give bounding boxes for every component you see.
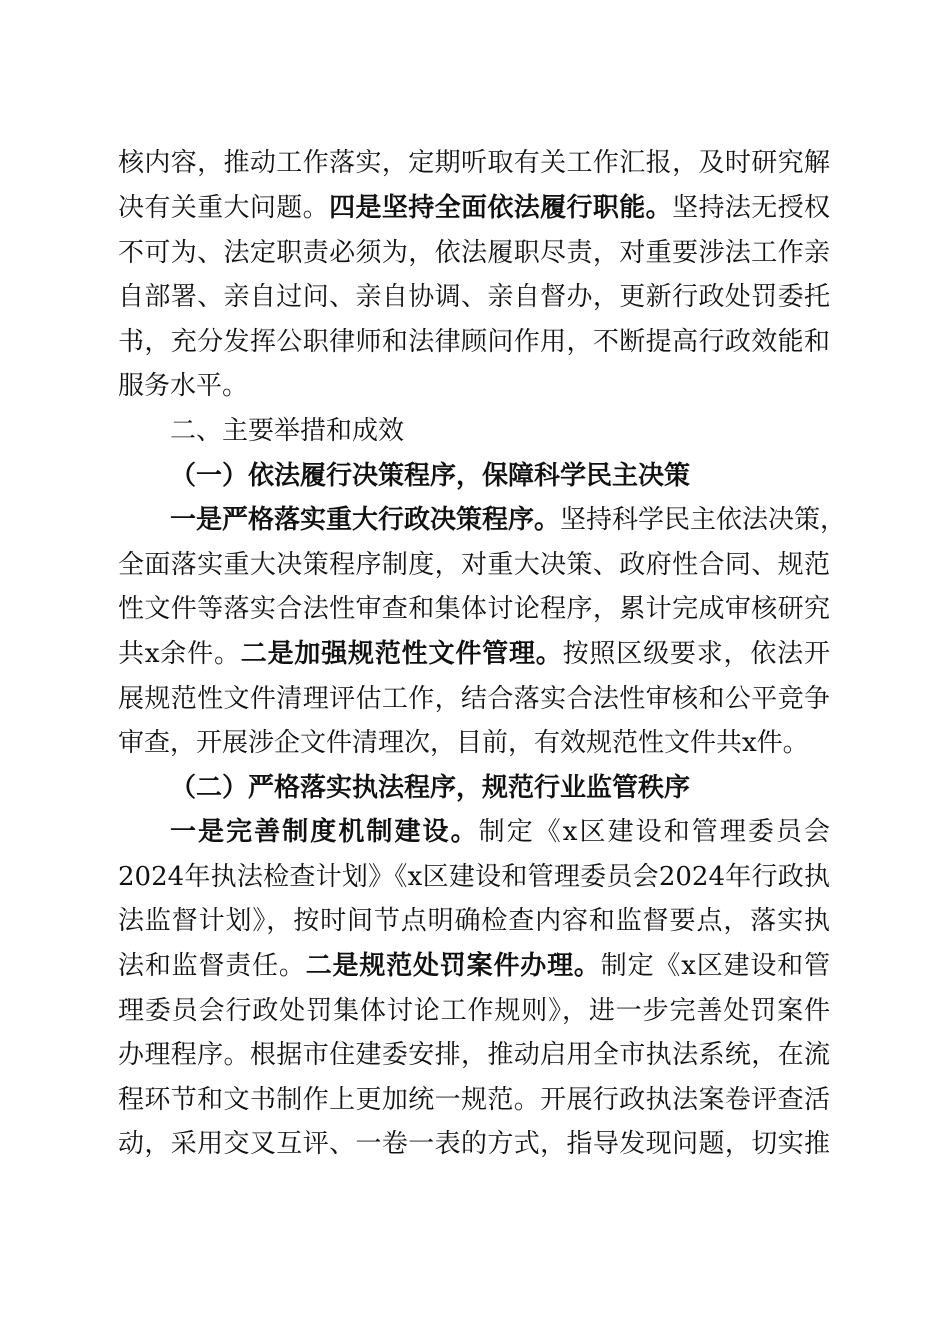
bold-lead-phrase: 二是规范处罚案件办理。	[305, 951, 601, 981]
subsection-heading: （一）依法履行决策程序，保障科学民主决策	[170, 461, 691, 491]
bold-lead-phrase: 四是坚持全面依法履行职能。	[329, 193, 673, 223]
paragraph-line: 2024年执法检查计划》《x区建设和管理委员会2024年行政执	[118, 862, 830, 892]
bold-lead-phrase: 一是严格落实重大行政决策程序。	[170, 505, 561, 535]
paragraph-line: 书，充分发挥公职律师和法律顾问作用，不断提高行政效能和	[118, 327, 830, 357]
paragraph-line: 动，采用交叉互评、一卷一表的方式，指导发现问题，切实推	[118, 1129, 830, 1159]
bold-lead-phrase: 一是完善制度机制建设。	[170, 817, 479, 847]
paragraph-line: 程环节和文书制作上更加统一规范。开展行政执法案卷评查活	[118, 1085, 830, 1115]
paragraph-line: 不可为、法定职责必须为，依法履职尽责，对重要涉法工作亲	[118, 238, 830, 268]
paragraph-line: 审查，开展涉企文件清理次，目前，有效规范性文件共x件。	[118, 728, 809, 758]
paragraph-line: 全面落实重大决策程序制度，对重大决策、政府性合同、规范	[118, 550, 830, 580]
subsection-heading: （二）严格落实执法程序，规范行业监管秩序	[170, 773, 691, 803]
paragraph-line: 性文件等落实合法性审查和集体讨论程序，累计完成审核研究	[118, 594, 830, 624]
paragraph-line: 展规范性文件清理评估工作，结合落实合法性审核和公平竞争	[118, 684, 830, 714]
bold-lead-phrase: 二是加强规范性文件管理。	[240, 639, 563, 669]
section-heading: 二、主要举措和成效	[170, 416, 405, 446]
paragraph-line: 办理程序。根据市住建委安排，推动启用全市执法系统，在流	[118, 1040, 830, 1070]
paragraph-line: 一是完善制度机制建设。制定《x区建设和管理委员会	[170, 817, 830, 847]
paragraph-line: 决有关重大问题。四是坚持全面依法履行职能。坚持法无授权	[118, 193, 830, 223]
paragraph-line: 理委员会行政处罚集体讨论工作规则》，进一步完善处罚案件	[118, 996, 830, 1026]
paragraph-line: 自部署、亲自过问、亲自协调、亲自督办，更新行政处罚委托	[118, 282, 830, 312]
paragraph-line: 法和监督责任。二是规范处罚案件办理。制定《x区建设和管	[118, 951, 830, 981]
paragraph-line: 核内容，推动工作落实，定期听取有关工作汇报，及时研究解	[118, 148, 830, 178]
paragraph-line: 法监督计划》，按时间节点明确检查内容和监督要点，落实执	[118, 906, 830, 936]
paragraph-line: 一是严格落实重大行政决策程序。坚持科学民主依法决策，	[170, 505, 847, 535]
paragraph-line: 服务水平。	[118, 371, 249, 401]
paragraph-line: 共x余件。二是加强规范性文件管理。按照区级要求，依法开	[118, 639, 830, 669]
